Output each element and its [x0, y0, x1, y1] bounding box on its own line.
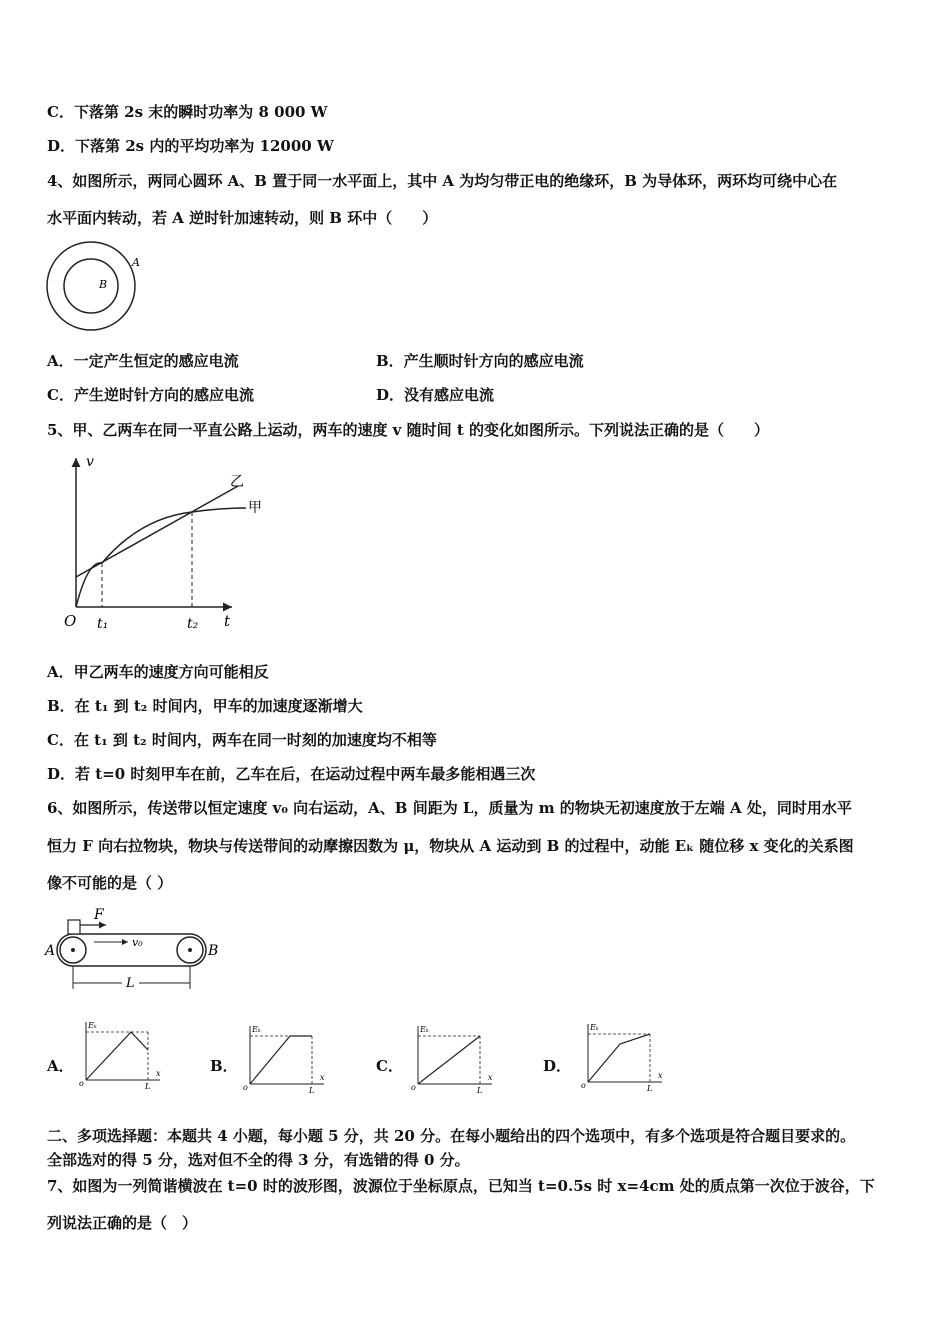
x-axis-label: x	[320, 1073, 325, 1082]
q5-stem: 5、甲、乙两车在同一平直公路上运动，两车的速度 v 随时间 t 的变化如图所示。下列说法正确的是（ ）	[47, 421, 769, 439]
ring-b-label: B	[99, 278, 108, 291]
graph-c-label: C．	[376, 1057, 403, 1075]
q4-stem-line1: 4、如图所示，两同心圆环 A、B 置于同一水平面上，其中 A 为均匀带正电的绝缘环，B 为导体环，两环均可绕中心在	[47, 172, 838, 190]
jia-label: 甲	[248, 500, 262, 516]
x-axis-label: x	[658, 1071, 663, 1080]
conveyor-belt-figure	[44, 905, 234, 995]
graph-d-label: D．	[543, 1057, 572, 1075]
q7-stem-line1: 7、如图为一列简谐横波在 t=0 时的波形图，波源位于坐标原点，已知当 t=0.5s 时 x=4cm 处的质点第一次位于波谷，下	[47, 1177, 875, 1195]
q6-stem-line1: 6、如图所示，传送带以恒定速度 v₀ 向右运动，A、B 间距为 L，质量为 m 的物块无初速度放于左端 A 处，同时用水平	[47, 799, 852, 817]
section2-instructions-line2: 全部选对的得 5 分，选对但不全的得 3 分，有选错的得 0 分。	[47, 1151, 470, 1169]
graph-b-label: B．	[210, 1057, 238, 1075]
ek-axis-label: Eₖ	[420, 1025, 429, 1034]
graph-d	[578, 1020, 668, 1092]
point-a-label: A	[45, 943, 56, 959]
force-label: F	[94, 907, 104, 923]
l-tick-label: L	[647, 1084, 653, 1092]
ek-axis-label: Eₖ	[590, 1023, 599, 1032]
graph-b	[240, 1022, 330, 1094]
point-b-label: B	[208, 943, 219, 959]
q5-option-b: B．在 t₁ 到 t₂ 时间内，甲车的加速度逐渐增大	[47, 697, 363, 715]
graph-a	[76, 1018, 166, 1090]
l-tick-label: L	[309, 1086, 315, 1094]
q6-stem-line2: 恒力 F 向右拉物块，物块与传送带间的动摩擦因数为 μ，物块从 A 运动到 B 的过程中，动能 Eₖ 随位移 x 变化的关系图	[47, 837, 854, 855]
q5-option-c: C．在 t₁ 到 t₂ 时间内，两车在同一时刻的加速度均不相等	[47, 731, 437, 749]
section2-instructions-line1: 二、多项选择题：本题共 4 小题，每小题 5 分，共 20 分。在每小题给出的四个选项中，有多个选项是符合题目要求的。	[47, 1127, 856, 1145]
ek-axis-label: Eₖ	[252, 1025, 261, 1034]
origin-label: o	[243, 1083, 248, 1092]
v0-label: v₀	[132, 936, 143, 949]
t-axis-label: t	[224, 612, 231, 630]
q4-option-d: D．没有感应电流	[376, 386, 495, 404]
origin-label: o	[411, 1083, 416, 1092]
origin-label: o	[581, 1081, 586, 1090]
q4-stem-line2: 水平面内转动，若 A 逆时针加速转动，则 B 环中（ ）	[47, 209, 438, 227]
q3-option-c: C．下落第 2s 末的瞬时功率为 8 000 W	[47, 103, 328, 121]
q3-option-d: D．下落第 2s 内的平均功率为 12000 W	[47, 137, 334, 155]
length-label: L	[126, 976, 135, 991]
origin-label: o	[79, 1079, 84, 1088]
x-axis-label: x	[156, 1069, 161, 1078]
v-axis-label: v	[86, 454, 94, 470]
t2-label: t₂	[187, 616, 199, 632]
q4-option-c: C．产生逆时针方向的感应电流	[47, 386, 254, 404]
l-tick-label: L	[477, 1086, 483, 1094]
q7-stem-line2: 列说法正确的是（ ）	[47, 1214, 198, 1232]
t1-label: t₁	[97, 616, 109, 632]
velocity-time-graph	[60, 450, 280, 640]
graph-c	[408, 1022, 498, 1094]
q4-option-a: A．一定产生恒定的感应电流	[47, 352, 239, 370]
l-tick-label: L	[145, 1082, 151, 1090]
origin-label: O	[64, 612, 77, 630]
ek-axis-label: Eₖ	[88, 1021, 97, 1030]
q5-option-a: A．甲乙两车的速度方向可能相反	[47, 663, 269, 681]
concentric-rings-figure	[44, 240, 154, 335]
q5-option-d: D．若 t=0 时刻甲车在前，乙车在后，在运动过程中两车最多能相遇三次	[47, 765, 536, 783]
ring-a-label: A	[132, 256, 140, 269]
graph-a-label: A．	[47, 1057, 74, 1075]
yi-label: 乙	[230, 474, 244, 490]
q4-option-b: B．产生顺时针方向的感应电流	[376, 352, 584, 370]
q6-stem-line3: 像不可能的是（ ）	[47, 874, 173, 892]
x-axis-label: x	[488, 1073, 493, 1082]
